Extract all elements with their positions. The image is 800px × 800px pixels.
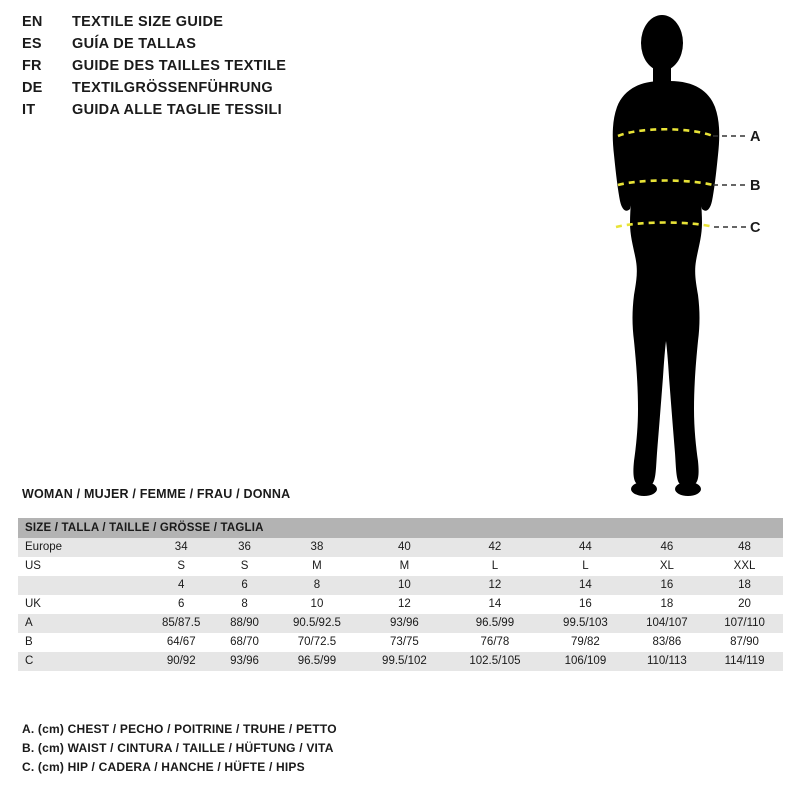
title-text-es: GUÍA DE TALLAS: [72, 36, 197, 52]
measure-label-c: C: [750, 220, 761, 236]
table-cell: L: [447, 557, 544, 576]
title-row-it: [22, 102, 452, 123]
footnote-b: B. (cm) WAIST / CINTURA / TAILLE / HÜFTUNG / VITA: [22, 741, 334, 755]
table-cell: 6: [145, 595, 217, 614]
table-cell: M: [362, 557, 446, 576]
title-text-de: TEXTILGRÖSSENFÜHRUNG: [72, 80, 273, 96]
row-label-c: C: [18, 652, 145, 671]
table-row: [18, 652, 783, 671]
table-cell: 12: [362, 595, 446, 614]
title-text-fr: GUIDE DES TAILLES TEXTILE: [72, 58, 287, 74]
table-cell: 68/70: [217, 633, 271, 652]
row-label-us-numeric: [18, 576, 145, 595]
table-cell: 12: [447, 576, 544, 595]
table-cell: 48: [706, 538, 783, 557]
table-cell: 64/67: [145, 633, 217, 652]
footnotes: [22, 722, 337, 779]
table-cell: S: [217, 557, 271, 576]
table-cell: 99.5/102: [362, 652, 446, 671]
language-code-fr: FR: [22, 58, 42, 74]
table-cell: 93/96: [217, 652, 271, 671]
table-row: [18, 576, 783, 595]
table-cell: 102.5/105: [447, 652, 544, 671]
table-cell: 87/90: [706, 633, 783, 652]
table-cell: 14: [447, 595, 544, 614]
table-cell: 20: [706, 595, 783, 614]
table-cell: 16: [628, 576, 706, 595]
table-cell: 16: [543, 595, 627, 614]
table-cell: 8: [217, 595, 271, 614]
measure-label-a: A: [750, 129, 761, 145]
footnote-a: A. (cm) CHEST / PECHO / POITRINE / TRUHE / PETTO: [22, 722, 337, 736]
table-row: [18, 633, 783, 652]
table-row: [18, 595, 783, 614]
table-row: [18, 557, 783, 576]
table-cell: 8: [272, 576, 363, 595]
table-cell: 79/82: [543, 633, 627, 652]
female-silhouette-figure: [560, 5, 800, 505]
table-cell: 70/72.5: [272, 633, 363, 652]
silhouette-shape: [613, 15, 719, 496]
table-cell: 106/109: [543, 652, 627, 671]
table-cell: 76/78: [447, 633, 544, 652]
table-cell: 18: [628, 595, 706, 614]
footnote-c: C. (cm) HIP / CADERA / HANCHE / HÜFTE / HIPS: [22, 760, 305, 774]
table-cell: 10: [362, 576, 446, 595]
table-cell: L: [543, 557, 627, 576]
table-cell: 104/107: [628, 614, 706, 633]
table-cell: 83/86: [628, 633, 706, 652]
table-cell: 14: [543, 576, 627, 595]
table-band-header-label: SIZE / TALLA / TAILLE / GRÖSSE / TAGLIA: [18, 518, 783, 538]
table-row: [18, 538, 783, 557]
table-cell: 90.5/92.5: [272, 614, 363, 633]
language-code-en: EN: [22, 14, 43, 30]
table-cell: 110/113: [628, 652, 706, 671]
row-label-b: B: [18, 633, 145, 652]
table-cell: 85/87.5: [145, 614, 217, 633]
title-block: [22, 14, 452, 124]
table-cell: 99.5/103: [543, 614, 627, 633]
title-row-en: [22, 14, 452, 35]
section-header-woman: WOMAN / MUJER / FEMME / FRAU / DONNA: [22, 487, 291, 501]
language-code-es: ES: [22, 36, 42, 52]
table-cell: 36: [217, 538, 271, 557]
language-code-it: IT: [22, 102, 36, 118]
row-label-uk: UK: [18, 595, 145, 614]
row-label-us: US: [18, 557, 145, 576]
table-cell: XL: [628, 557, 706, 576]
table-cell: 46: [628, 538, 706, 557]
language-code-de: DE: [22, 80, 43, 96]
title-row-es: [22, 36, 452, 57]
row-label-europe: Europe: [18, 538, 145, 557]
table-row: [18, 614, 783, 633]
table-cell: 88/90: [217, 614, 271, 633]
table-cell: 44: [543, 538, 627, 557]
table-cell: 40: [362, 538, 446, 557]
table-cell: 10: [272, 595, 363, 614]
title-text-en: TEXTILE SIZE GUIDE: [72, 14, 224, 30]
table-cell: 42: [447, 538, 544, 557]
measure-label-b: B: [750, 178, 761, 194]
table-cell: 34: [145, 538, 217, 557]
table-cell: M: [272, 557, 363, 576]
table-cell: 96.5/99: [272, 652, 363, 671]
title-row-fr: [22, 58, 452, 79]
table-cell: 90/92: [145, 652, 217, 671]
table-cell: 93/96: [362, 614, 446, 633]
table-band-header: [18, 518, 783, 538]
table-cell: 38: [272, 538, 363, 557]
table-cell: 107/110: [706, 614, 783, 633]
table-cell: 18: [706, 576, 783, 595]
table-cell: 4: [145, 576, 217, 595]
table-cell: 114/119: [706, 652, 783, 671]
row-label-a: A: [18, 614, 145, 633]
table-cell: S: [145, 557, 217, 576]
table-cell: 6: [217, 576, 271, 595]
size-table: [18, 518, 783, 671]
silhouette-svg: [560, 5, 800, 505]
table-cell: XXL: [706, 557, 783, 576]
table-cell: 73/75: [362, 633, 446, 652]
table-cell: 96.5/99: [447, 614, 544, 633]
title-text-it: GUIDA ALLE TAGLIE TESSILI: [72, 102, 282, 118]
title-row-de: [22, 80, 452, 101]
